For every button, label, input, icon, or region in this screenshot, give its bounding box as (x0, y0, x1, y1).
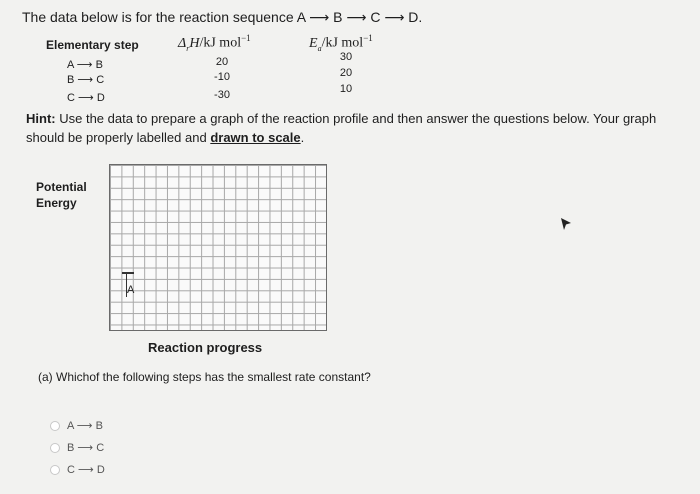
header-enthalpy: $\Delta_rH/kJ$ mol$^{-1}$ (178, 33, 251, 53)
row-step: A ⟶ B (67, 59, 103, 71)
option-a-to-b[interactable] (50, 419, 103, 432)
y-axis-label-line2: Energy (36, 196, 77, 210)
graph-grid (109, 164, 327, 331)
intro-text: The data below is for the reaction sequence A ⟶ B ⟶ C ⟶ D. (22, 9, 423, 25)
row-activation: 30 (339, 51, 353, 63)
y-axis-label-line1: Potential (36, 180, 87, 194)
hint-label: Hint: (26, 111, 56, 126)
option-c-to-d[interactable] (50, 463, 105, 476)
option-label: B ⟶ C (67, 442, 105, 454)
row-enthalpy: 20 (215, 56, 229, 68)
option-label: C ⟶ D (67, 464, 105, 476)
hint-emphasis: drawn to scale (210, 130, 301, 145)
radio-button[interactable] (50, 443, 60, 453)
mouse-cursor-icon (560, 217, 572, 231)
hint-end: . (300, 130, 305, 145)
row-activation: 10 (339, 83, 353, 95)
option-b-to-c[interactable] (50, 441, 104, 454)
row-enthalpy: -10 (214, 71, 230, 83)
option-label: A ⟶ B (67, 420, 103, 432)
row-step: B ⟶ C (67, 74, 105, 86)
radio-button[interactable] (50, 421, 60, 431)
y-axis-label (36, 179, 87, 211)
header-activation-energy: $E_a/kJ$ mol$^{-1}$ (309, 33, 373, 53)
row-activation: 20 (339, 67, 353, 79)
hint-text: Use the data to prepare a graph of the reaction profile and then answer the questions below. Your graph should be properly labelled and (26, 111, 657, 145)
radio-button[interactable] (50, 465, 60, 475)
question-text: (a) Whichof the following steps has the smallest rate constant? (38, 370, 371, 384)
x-axis-label: Reaction progress (148, 340, 263, 355)
hint-paragraph (26, 109, 676, 147)
row-enthalpy: -30 (214, 89, 230, 101)
header-elementary-step: Elementary step (46, 38, 139, 52)
row-step: C ⟶ D (67, 92, 105, 104)
marker-label: A (127, 284, 135, 296)
